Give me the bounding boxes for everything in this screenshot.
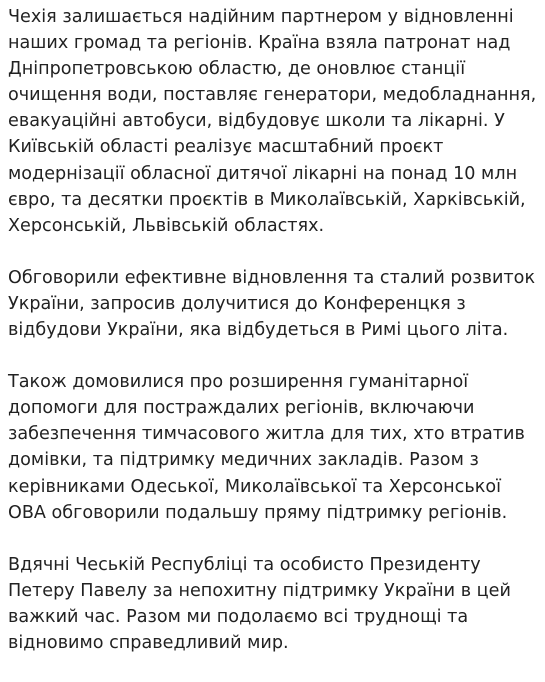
text-line: Також домовилися про розширення гуманітарної [8,372,469,393]
text-line: очищення води, поставляє генератори, медобладнання, [8,85,537,106]
text-line: Обговорили ефективне відновлення та сталий розвиток [8,267,536,288]
paragraph-humanitarian-aid [8,369,540,526]
text-line: важкий час. Разом ми подолаємо всі труднощі та [8,606,469,627]
text-line: Київській області реалізує масштабний проєкт [8,137,444,158]
text-line: Петеру Павелу за непохитну підтримку України в цей [8,580,511,601]
text-line: Чехія залишається надійним партнером у відновленні [8,7,514,27]
text-line: Дніпропетровською областю, де оновлює станції [8,59,466,80]
text-line: допомоги для постраждалих регіонів, включаючи [8,398,475,419]
text-line: забезпечення тимчасового житла для тих, хто втратив [8,424,525,445]
text-line: евакуаційні автобуси, відбудовує школи та лікарні. У [8,111,505,132]
text-line: наших громад та регіонів. Країна взяла патронат над [8,33,511,54]
text-line: Вдячні Чеській Республіці та особисто Президенту [8,554,481,575]
paragraph-gratitude [8,552,540,656]
text-line: ОВА обговорили подальшу пряму підтримку регіонів. [8,502,508,523]
text-line: євро, та десятки проєктів в Миколаївській, Харківській, [8,189,526,210]
text-line: відновимо справедливий мир. [8,632,289,653]
text-line: модернізації обласної дитячої лікарні на понад 10 млн [8,163,518,184]
paragraph-reconstruction-conference [8,265,540,343]
text-line: України, запросив долучитися до Конференцкя з [8,293,466,314]
post-text [8,4,540,682]
text-line: домівки, та підтримку медичних закладів. Разом з [8,450,479,471]
paragraph-czech-partnership [8,4,540,239]
text-line: Херсонській, Львівській областях. [8,215,325,236]
text-line: відбудови України, яка відбудеться в Римі цього літа. [8,320,509,341]
text-line: керівниками Одеської, Миколаївської та Херсонської [8,476,501,497]
